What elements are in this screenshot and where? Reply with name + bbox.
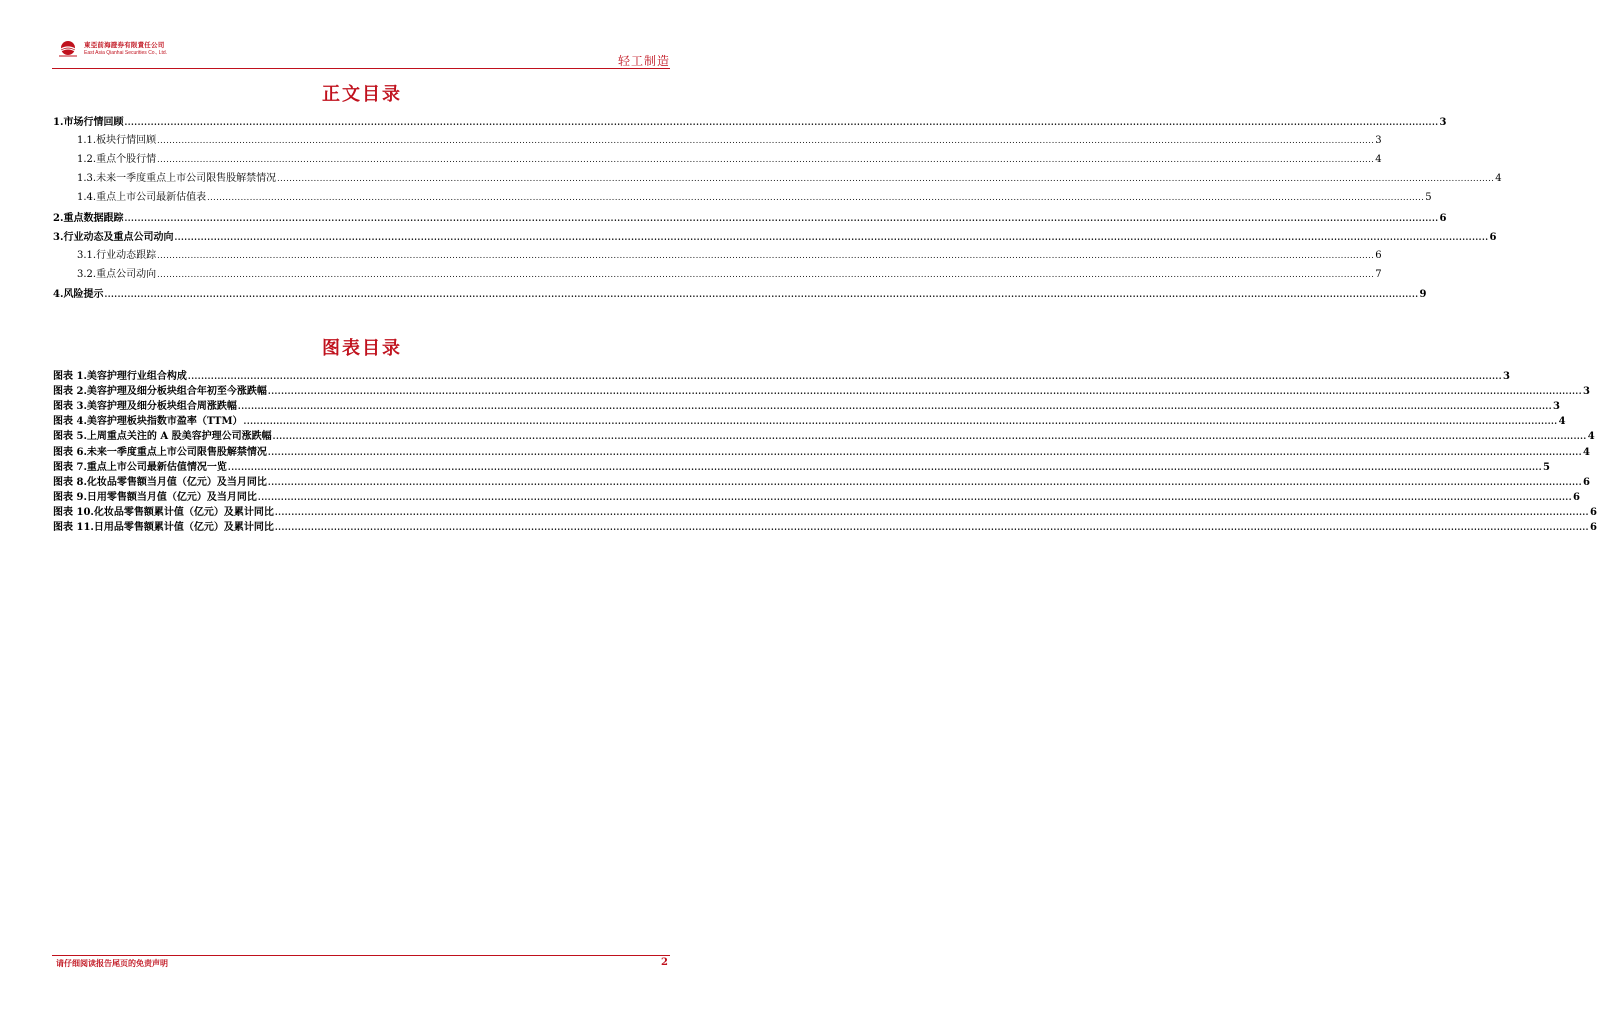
toc-entry[interactable] [53, 115, 1447, 129]
industry-category: 轻工制造 [617, 54, 670, 68]
toc-entry-number: 3.2. [77, 268, 97, 280]
toc-entry[interactable] [53, 287, 1427, 301]
toc-entry[interactable] [77, 249, 1382, 263]
toc-entry-number: 1.4. [77, 192, 97, 204]
toc-entry-page: 4 [1495, 173, 1502, 185]
figures-entry-title: 美容护理及细分板块组合年初至今涨跌幅 [86, 386, 267, 398]
page-header [56, 40, 670, 68]
footer-disclaimer: 请仔细阅读报告尾页的免责声明 [56, 958, 168, 968]
toc-entry-number: 2. [53, 212, 64, 224]
toc-entry-page: 3 [1439, 117, 1447, 128]
figures-entry-page: 4 [1587, 431, 1595, 443]
figures-entry[interactable] [53, 399, 1560, 413]
figures-entry-leader-dots: ................................................................................................................................................................................................................................................................................................................................................................................................................ [187, 371, 1502, 381]
toc-entry[interactable] [77, 268, 1382, 282]
company-name-en: East Asia Qianhai Securities Co., Ltd. [84, 49, 168, 56]
toc-entry[interactable] [77, 172, 1502, 186]
company-logo-icon [56, 40, 80, 58]
figures-entry-page: 5 [1542, 461, 1550, 473]
toc-entry-title: 行业动态跟踪 [96, 249, 157, 261]
toc-entry-leader-dots: ................................................................................................................................................................................................................................................................................................................................................................................................................ [157, 269, 1375, 279]
figures-entry-number: 图表 7. [53, 461, 87, 473]
toc-entry-page: 3 [1375, 135, 1382, 147]
figures-title: 图表目录 [322, 338, 402, 359]
figures-entry[interactable] [53, 490, 1580, 504]
toc-entry-page: 6 [1439, 212, 1447, 224]
toc-entry-title: 市场行情回顾 [63, 117, 124, 128]
toc-entry[interactable] [53, 230, 1497, 244]
figures-entry-leader-dots: ................................................................................................................................................................................................................................................................................................................................................................................................................ [237, 401, 1552, 412]
figures-entry[interactable] [53, 384, 1590, 398]
figures-entry-title: 上周重点关注的 A 股美容护理公司涨跌幅 [86, 431, 272, 443]
figures-entry-leader-dots: ................................................................................................................................................................................................................................................................................................................................................................................................................ [267, 476, 1582, 487]
toc-entry[interactable] [77, 191, 1432, 205]
figures-entry-page: 6 [1582, 476, 1590, 488]
figures-entry-page: 4 [1558, 416, 1566, 428]
toc-entry-title: 重点个股行情 [96, 154, 157, 166]
toc-entry-leader-dots: ................................................................................................................................................................................................................................................................................................................................................................................................................ [157, 136, 1375, 146]
toc-entry-page: 6 [1375, 249, 1382, 261]
toc-entry-number: 1.2. [77, 154, 97, 166]
figures-entry[interactable] [53, 520, 1597, 534]
company-name-cn: 東亞前海證券有限責任公司 [84, 41, 165, 50]
toc-entry-leader-dots: ................................................................................................................................................................................................................................................................................................................................................................................................................ [157, 155, 1375, 165]
figures-entry-title: 日用品零售额累计值（亿元）及累计同比 [93, 522, 274, 533]
figures-entry[interactable] [53, 460, 1550, 474]
figures-entry-leader-dots: ................................................................................................................................................................................................................................................................................................................................................................................................................ [267, 446, 1582, 457]
toc-entry-leader-dots: ................................................................................................................................................................................................................................................................................................................................................................................................................ [207, 193, 1425, 203]
toc-entry-page: 9 [1419, 288, 1427, 300]
footer-divider [52, 955, 670, 956]
figures-entry-number: 图表 9. [53, 491, 87, 503]
figures-entry[interactable] [53, 414, 1566, 428]
toc-entry-leader-dots: ................................................................................................................................................................................................................................................................................................................................................................................................................ [104, 288, 1419, 299]
figures-entry-leader-dots: ................................................................................................................................................................................................................................................................................................................................................................................................................ [274, 522, 1589, 532]
toc-entry-leader-dots: ................................................................................................................................................................................................................................................................................................................................................................................................................ [124, 117, 1439, 127]
figures-entry-page: 4 [1582, 446, 1590, 458]
toc-entry-number: 1. [53, 117, 64, 128]
figures-entry-title: 化妆品零售额累计值（亿元）及累计同比 [93, 506, 274, 518]
toc-entry[interactable] [77, 134, 1382, 148]
toc-entry-page: 5 [1425, 192, 1432, 204]
figures-entry-leader-dots: ................................................................................................................................................................................................................................................................................................................................................................................................................ [257, 491, 1572, 502]
toc-entry-leader-dots: ................................................................................................................................................................................................................................................................................................................................................................................................................ [157, 250, 1375, 260]
figures-entry-number: 图表 11. [53, 522, 94, 533]
toc-entry-page: 6 [1489, 231, 1497, 243]
figures-entry-number: 图表 5. [53, 431, 87, 443]
figures-entry-number: 图表 6. [53, 446, 87, 458]
toc-entry-title: 未来一季度重点上市公司限售股解禁情况 [96, 173, 277, 185]
figures-entry-leader-dots: ................................................................................................................................................................................................................................................................................................................................................................................................................ [227, 461, 1542, 472]
figures-entry-title: 美容护理板块指数市盈率（TTM） [86, 416, 243, 428]
figures-entry[interactable] [53, 445, 1590, 459]
figures-entry-title: 日用零售额当月值（亿元）及当月同比 [86, 491, 257, 503]
toc-entry-leader-dots: ................................................................................................................................................................................................................................................................................................................................................................................................................ [174, 231, 1489, 242]
toc-entry-page: 7 [1375, 268, 1382, 280]
figures-entry-number: 图表 2. [53, 386, 87, 398]
figures-entry-title: 未来一季度重点上市公司限售股解禁情况 [86, 446, 267, 458]
figures-entry-title: 化妆品零售额当月值（亿元）及当月同比 [86, 476, 267, 488]
figures-entry-leader-dots: ................................................................................................................................................................................................................................................................................................................................................................................................................ [243, 416, 1558, 427]
figures-entry-number: 图表 3. [53, 401, 87, 413]
figures-entry-page: 3 [1552, 401, 1560, 413]
figures-entry-leader-dots: ................................................................................................................................................................................................................................................................................................................................................................................................................ [274, 506, 1589, 517]
toc-entry-title: 行业动态及重点公司动向 [63, 231, 174, 243]
figures-entry-page: 3 [1502, 371, 1510, 382]
toc-entry-title: 重点上市公司最新估值表 [96, 192, 207, 204]
toc-entry-title: 风险提示 [63, 288, 104, 300]
figures-entry-title: 美容护理行业组合构成 [86, 371, 187, 382]
toc-title: 正文目录 [322, 84, 402, 105]
figures-entry[interactable] [53, 369, 1510, 383]
figures-entry-leader-dots: ................................................................................................................................................................................................................................................................................................................................................................................................................ [267, 386, 1582, 397]
figures-entry-page: 6 [1589, 522, 1597, 533]
toc-entry-number: 3.1. [77, 249, 97, 261]
figures-entry-page: 3 [1582, 386, 1590, 398]
toc-entry[interactable] [53, 211, 1447, 225]
figures-entry-page: 6 [1572, 491, 1580, 503]
figures-entry-title: 重点上市公司最新估值情况一览 [86, 461, 227, 473]
toc-entry-title: 重点公司动向 [96, 268, 157, 280]
toc-entry-number: 1.3. [77, 173, 97, 185]
toc-entry-number: 3. [53, 231, 64, 243]
company-logo [56, 40, 167, 58]
toc-entry-number: 4. [53, 288, 64, 300]
toc-entry-title: 重点数据跟踪 [63, 212, 124, 224]
toc-entry[interactable] [77, 153, 1382, 167]
toc-entry-leader-dots: ................................................................................................................................................................................................................................................................................................................................................................................................................ [277, 174, 1495, 184]
figures-entry[interactable] [53, 505, 1597, 519]
page-number: 2 [661, 957, 668, 968]
toc-entry-page: 4 [1375, 154, 1382, 166]
toc-entry-leader-dots: ................................................................................................................................................................................................................................................................................................................................................................................................................ [124, 212, 1439, 223]
figures-entry[interactable] [53, 475, 1590, 489]
header-divider [52, 68, 670, 69]
figures-entry[interactable] [53, 429, 1595, 443]
toc-entry-number: 1.1. [77, 135, 97, 147]
figures-entry-number: 图表 8. [53, 476, 87, 488]
figures-entry-number: 图表 4. [53, 416, 87, 428]
toc-entry-title: 板块行情回顾 [96, 135, 157, 147]
figures-entry-title: 美容护理及细分板块组合周涨跌幅 [86, 401, 237, 413]
figures-entry-number: 图表 10. [53, 506, 94, 518]
figures-entry-leader-dots: ................................................................................................................................................................................................................................................................................................................................................................................................................ [272, 431, 1587, 442]
figures-entry-page: 6 [1589, 506, 1597, 518]
figures-entry-number: 图表 1. [53, 371, 87, 382]
